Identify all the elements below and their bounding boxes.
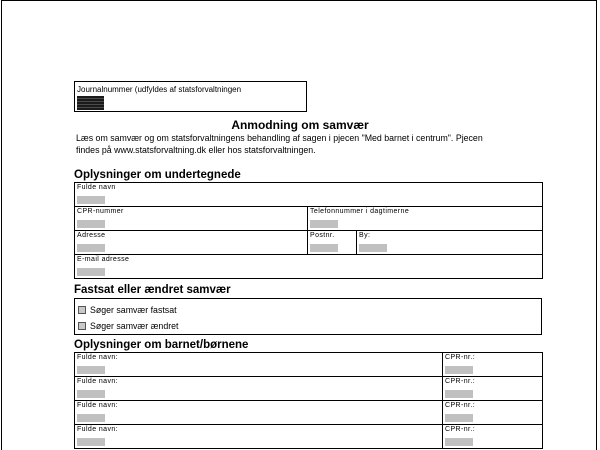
child-cpr-field[interactable] xyxy=(445,438,473,446)
checkbox-establish[interactable] xyxy=(78,306,86,314)
child-cpr-label: CPR-nr.: xyxy=(445,402,476,409)
child-name-cell xyxy=(75,377,443,401)
child-name-label: Fulde navn: xyxy=(77,354,118,361)
child-cpr-field[interactable] xyxy=(445,366,473,374)
child-cpr-label: CPR-nr.: xyxy=(445,378,476,385)
email-field[interactable] xyxy=(77,268,105,276)
children-form xyxy=(74,352,543,449)
child-name-label: Fulde navn: xyxy=(77,378,118,385)
full-name-label: Fulde navn xyxy=(77,184,116,191)
child-name-field[interactable] xyxy=(77,438,105,446)
option-establish-label: Søger samvær fastsat xyxy=(90,305,177,315)
child-name-cell xyxy=(75,401,443,425)
option-change[interactable] xyxy=(78,321,178,331)
address-label: Adresse xyxy=(77,232,106,239)
intro-line-1: Læs om samvær og om statsforvaltningens behandling af sagen i pjecen "Med barnet i centrum". Pjecen xyxy=(76,133,483,143)
undersigned-form xyxy=(74,182,543,279)
email-cell xyxy=(75,255,543,279)
postal-cell xyxy=(308,231,357,255)
section-heading-undersigned: Oplysninger om undertegnede xyxy=(74,169,241,181)
child-cpr-cell xyxy=(443,401,543,425)
child-cpr-label: CPR-nr.: xyxy=(445,354,476,361)
postal-label: Postnr. xyxy=(310,232,335,239)
checkbox-change[interactable] xyxy=(78,322,86,330)
section-heading-visitation: Fastsat eller ændret samvær xyxy=(74,284,231,296)
journal-number-box xyxy=(74,81,307,112)
cpr-cell xyxy=(75,207,308,231)
intro-line-2: findes på www.statsforvaltning.dk eller hos statsforvaltningen. xyxy=(76,145,316,155)
child-name-label: Fulde navn: xyxy=(77,402,118,409)
child-name-field[interactable] xyxy=(77,366,105,374)
full-name-field[interactable] xyxy=(77,196,105,204)
intro-text xyxy=(76,132,546,156)
child-cpr-field[interactable] xyxy=(445,390,473,398)
document-title: Anmodning om samvær xyxy=(231,118,369,132)
child-cpr-cell xyxy=(443,425,543,449)
cpr-field[interactable] xyxy=(77,220,105,228)
child-cpr-label: CPR-nr.: xyxy=(445,426,476,433)
child-name-cell xyxy=(75,353,443,377)
address-cell xyxy=(75,231,308,255)
option-establish[interactable] xyxy=(78,305,177,315)
child-name-field[interactable] xyxy=(77,390,105,398)
city-cell xyxy=(357,231,543,255)
cpr-label: CPR-nummer xyxy=(77,208,124,215)
visitation-options-box xyxy=(74,298,542,335)
address-field[interactable] xyxy=(77,244,105,252)
child-cpr-cell xyxy=(443,377,543,401)
child-name-label: Fulde navn: xyxy=(77,426,118,433)
child-name-cell xyxy=(75,425,443,449)
postal-field[interactable] xyxy=(310,244,338,252)
phone-field[interactable] xyxy=(310,220,338,228)
phone-label: Telefonnummer i dagtimerne xyxy=(310,208,410,215)
city-field[interactable] xyxy=(359,244,387,252)
phone-cell xyxy=(308,207,543,231)
child-cpr-cell xyxy=(443,353,543,377)
child-name-field[interactable] xyxy=(77,414,105,422)
option-change-label: Søger samvær ændret xyxy=(90,321,179,331)
city-label: By: xyxy=(359,232,371,239)
full-name-cell xyxy=(75,183,543,207)
child-cpr-field[interactable] xyxy=(445,414,473,422)
journal-number-label: Journalnummer (udfyldes af statsforvaltningen xyxy=(77,85,242,94)
section-heading-children: Oplysninger om barnet/børnene xyxy=(74,339,249,351)
journal-number-field[interactable] xyxy=(77,96,104,110)
email-label: E-mail adresse xyxy=(77,256,130,263)
